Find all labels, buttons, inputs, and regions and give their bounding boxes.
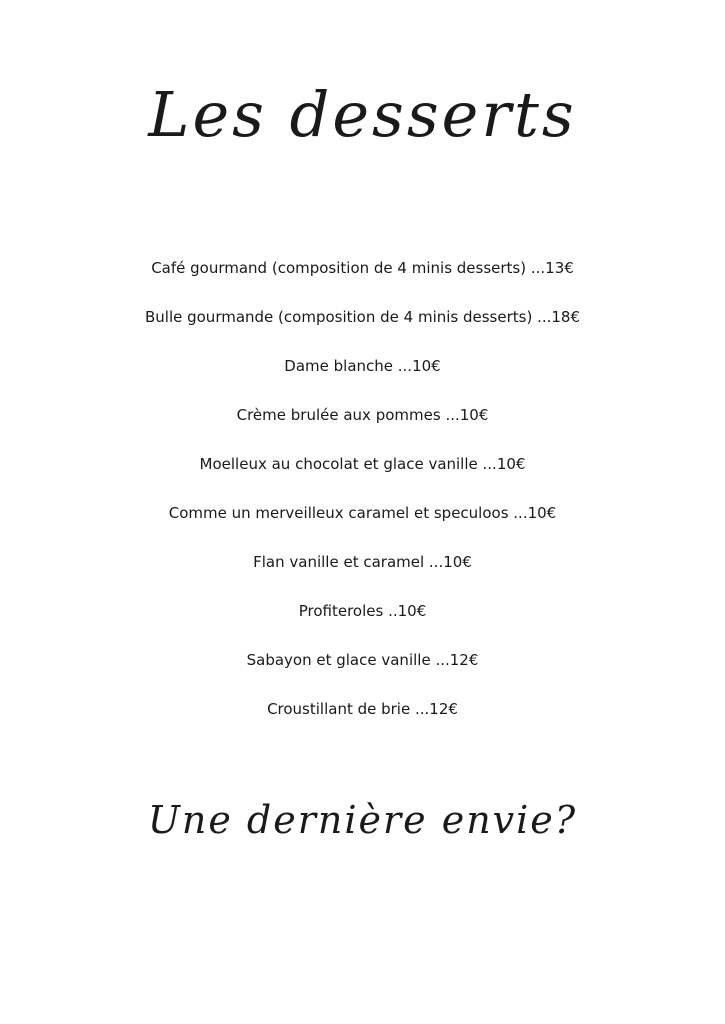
menu-item-dame-blanche: Dame blanche ...10€ xyxy=(284,357,441,375)
menu-item-merveilleux: Comme un merveilleux caramel et speculoos ...10€ xyxy=(168,504,557,522)
menu-item-moelleux: Moelleux au chocolat et glace vanille ...10€ xyxy=(199,455,526,473)
menu-item-sabayon: Sabayon et glace vanille ...12€ xyxy=(246,651,479,669)
menu-item-profiteroles: Profiteroles ..10€ xyxy=(298,602,427,620)
menu-item-cafe-gourmand: Café gourmand (composition de 4 minis desserts) ...13€ xyxy=(151,259,574,277)
menu-item-creme-brulee: Crème brulée aux pommes ...10€ xyxy=(236,406,489,424)
menu-item-bulle-gourmande: Bulle gourmande (composition de 4 minis desserts) ...18€ xyxy=(144,308,581,326)
page-title: Les desserts xyxy=(148,78,577,151)
closing-tagline: Une dernière envie? xyxy=(147,798,578,842)
menu-item-croustillant: Croustillant de brie ...12€ xyxy=(267,700,458,718)
menu-item-flan: Flan vanille et caramel ...10€ xyxy=(253,553,472,571)
dessert-menu-list xyxy=(0,248,725,738)
